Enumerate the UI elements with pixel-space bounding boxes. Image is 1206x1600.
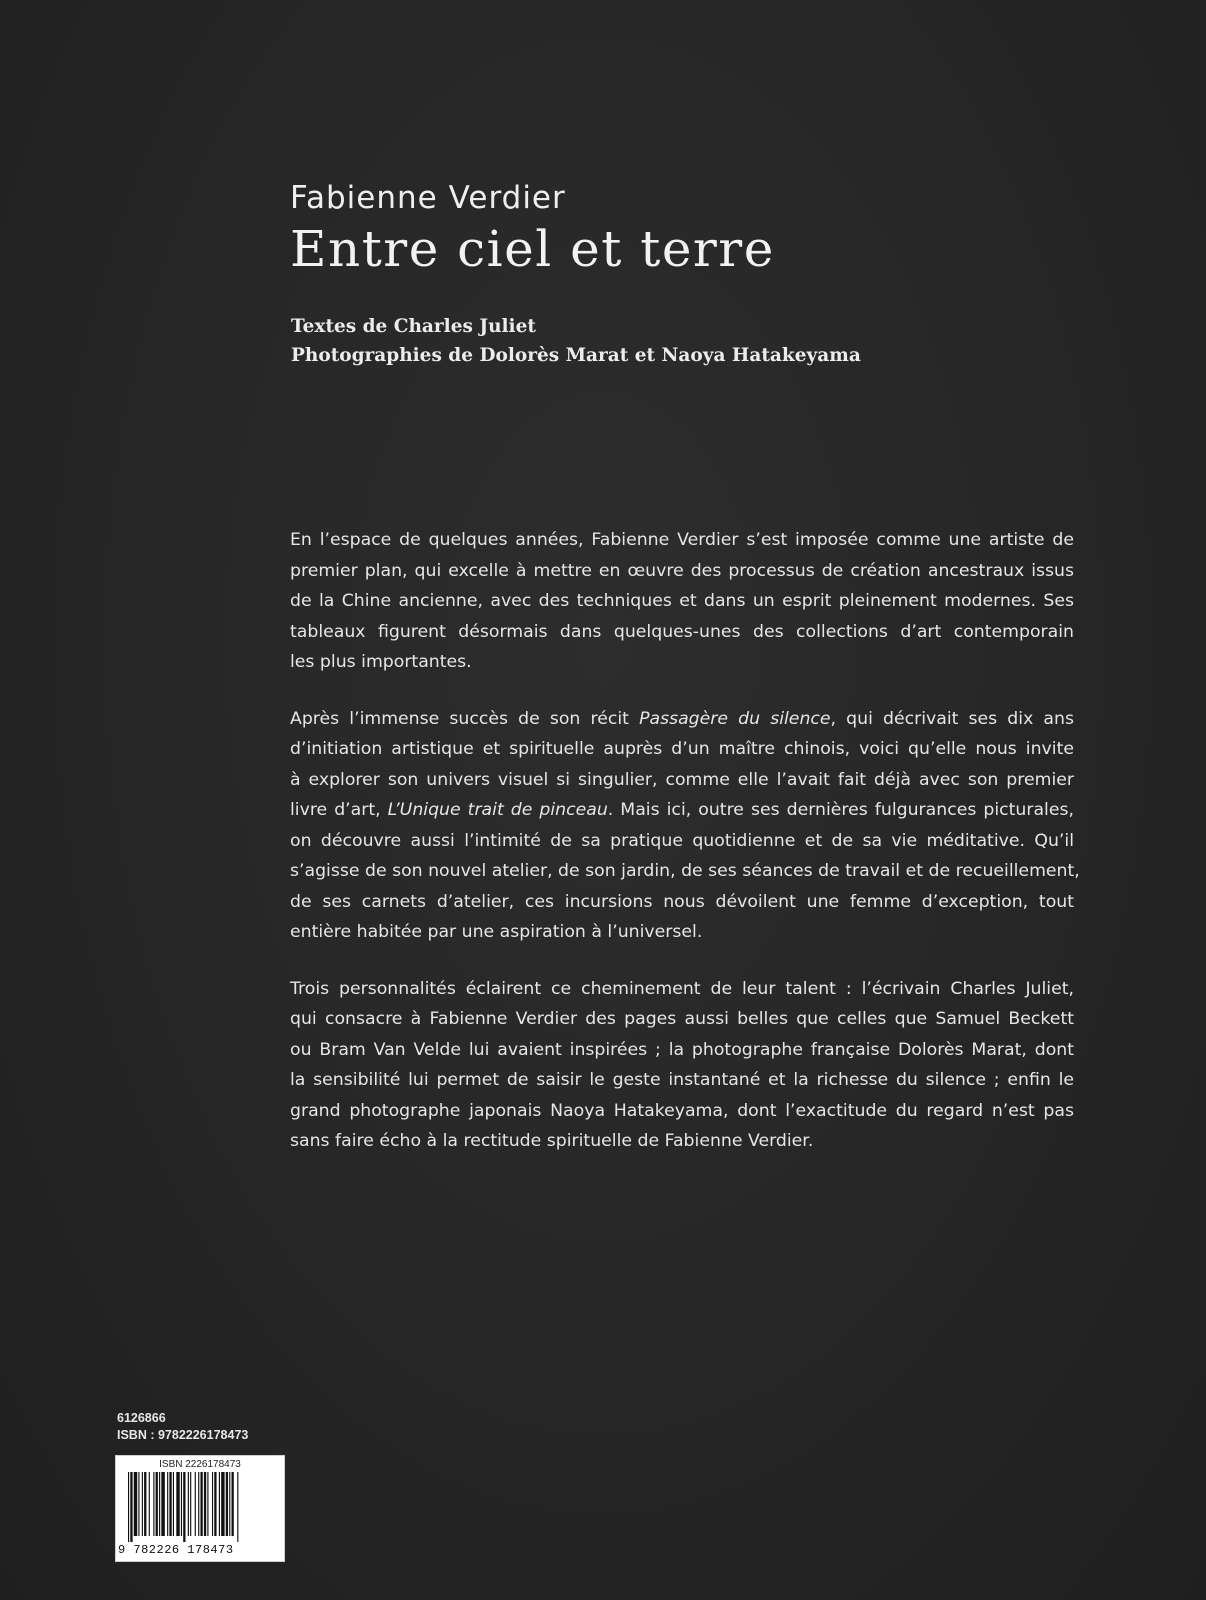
paragraph-2 xyxy=(290,704,1080,948)
text-run: . Mais ici, outre ses dernières fulgurances picturales, xyxy=(607,800,1074,820)
text-line: Trois personnalités éclairent ce cheminement de leur talent : l’écrivain Charles Juliet, xyxy=(290,978,1074,999)
barcode-bar xyxy=(181,1472,182,1536)
barcode-bar xyxy=(159,1472,160,1536)
barcode xyxy=(115,1455,285,1562)
barcode-bar xyxy=(229,1472,230,1536)
barcode-bar xyxy=(214,1472,216,1536)
credit-photos: Photographies de Dolorès Marat et Naoya Hatakeyama xyxy=(291,345,861,366)
barcode-bar xyxy=(237,1472,238,1542)
barcode-bar xyxy=(226,1472,228,1536)
text-line: s’agisse de son nouvel atelier, de son jardin, de ses séances de travail et de recueillement, xyxy=(290,861,1080,881)
text-line: les plus importantes. xyxy=(290,652,472,672)
blurb xyxy=(290,525,1080,1183)
text-line: qui consacre à Fabienne Verdier des pages aussi belles que celles que Samuel Beckett xyxy=(290,1009,1074,1029)
paragraph-1 xyxy=(290,525,1074,678)
book-reference: L’Unique trait de pinceau xyxy=(387,800,608,820)
text-line: de ses carnets d’atelier, ces incursions nous dévoilent une femme d’exception, tout xyxy=(290,891,1074,912)
text-line: à explorer son univers visuel si singulier, comme elle l’avait fait déjà avec son premier xyxy=(290,769,1074,790)
text-run: , qui décrivait ses dix ans xyxy=(830,708,1074,729)
barcode-bar xyxy=(204,1472,206,1536)
barcode-bar xyxy=(138,1472,139,1536)
barcode-bar xyxy=(232,1472,234,1536)
paragraph-3 xyxy=(290,974,1074,1157)
credit-texts: Textes de Charles Juliet xyxy=(291,316,536,337)
barcode-bar xyxy=(153,1472,154,1536)
text-line: ou Bram Van Velde lui avaient inspirées ; la photographe française Dolorès Marat, dont xyxy=(290,1039,1074,1060)
barcode-bar xyxy=(219,1472,220,1536)
barcode-bar xyxy=(221,1472,224,1536)
barcode-digits: 9 782226 178473 xyxy=(118,1543,234,1557)
barcode-bar xyxy=(134,1472,137,1536)
text-line: d’initiation artistique et spirituelle auprès d’un maître chinois, voici qu’elle nous invite xyxy=(290,739,1074,759)
text-line xyxy=(290,795,1074,826)
barcode-bar xyxy=(176,1472,179,1536)
text-line: En l’espace de quelques années, Fabienne Verdier s’est imposée comme une artiste de xyxy=(290,530,1074,550)
barcode-bar xyxy=(169,1472,171,1536)
barcode-bar xyxy=(195,1472,196,1536)
book-reference: Passagère du silence xyxy=(639,708,831,729)
barcode-bar xyxy=(167,1472,168,1536)
barcode-bar xyxy=(173,1472,174,1536)
title-block xyxy=(290,178,1150,280)
barcode-bar xyxy=(128,1472,129,1542)
text-line: tableaux figurent désormais dans quelques-unes des collections d’art contemporain xyxy=(290,621,1074,642)
publisher-codes xyxy=(117,1410,248,1444)
book-title: Entre ciel et terre xyxy=(290,220,775,278)
barcode-isbn-label: ISBN 2226178473 xyxy=(159,1459,241,1470)
reference-number: 6126866 xyxy=(117,1411,166,1425)
author-name: Fabienne Verdier xyxy=(290,180,566,216)
barcode-bar xyxy=(142,1472,143,1536)
text-line: on découvre aussi l’intimité de sa pratique quotidienne et de sa vie méditative. Qu’il xyxy=(290,830,1074,851)
text-run: livre d’art, xyxy=(290,800,388,820)
barcode-bar xyxy=(198,1472,199,1536)
barcode-bar xyxy=(144,1472,146,1536)
barcode-bar xyxy=(161,1472,164,1536)
text-line: entière habitée par une aspiration à l’universel. xyxy=(290,922,703,942)
barcode-bar xyxy=(190,1472,191,1536)
barcode-bar xyxy=(207,1472,208,1536)
barcode-bar xyxy=(188,1472,189,1536)
text-run: Après l’immense succès de son récit xyxy=(290,708,640,729)
text-line: premier plan, qui excelle à mettre en œuvre des processus de création ancestraux issus xyxy=(290,560,1074,581)
credits xyxy=(291,312,861,370)
text-line: de la Chine ancienne, avec des techniques et dans un esprit pleinement modernes. Ses xyxy=(290,591,1074,611)
barcode-bar xyxy=(183,1472,185,1542)
barcode-bar xyxy=(212,1472,213,1536)
barcode-bar xyxy=(156,1472,158,1536)
barcode-bar xyxy=(200,1472,202,1536)
barcode-bar xyxy=(149,1472,150,1536)
text-line: sans faire écho à la rectitude spirituelle de Fabienne Verdier. xyxy=(290,1131,814,1151)
text-line: la sensibilité lui permet de saisir le geste instantané et la richesse du silence ; enfin le xyxy=(290,1070,1074,1090)
barcode-bar xyxy=(130,1472,132,1542)
isbn-text: ISBN : 9782226178473 xyxy=(117,1428,249,1442)
barcode-bars xyxy=(128,1472,274,1542)
text-line: grand photographe japonais Naoya Hatakeyama, dont l’exactitude du regard n’est pas xyxy=(290,1100,1074,1121)
text-line xyxy=(290,704,1074,735)
